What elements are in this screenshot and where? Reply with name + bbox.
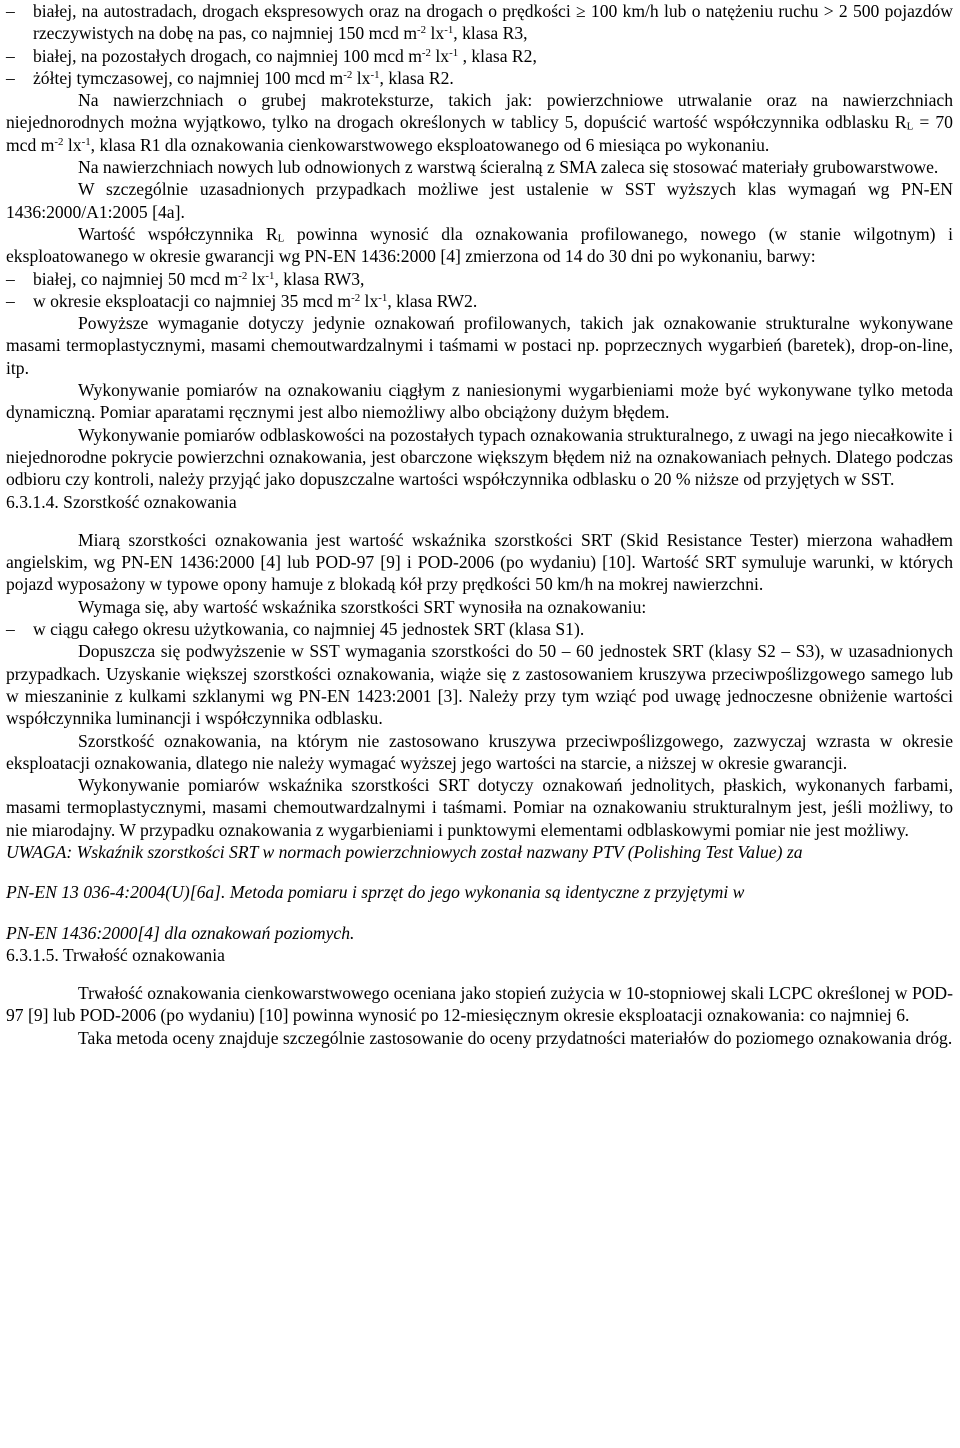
paragraph-antiskid-aggregate: Szorstkość oznakowania, na którym nie zastosowano kruszywa przeciwpoślizgowego, zazwyczaj wzrasta w okresie eksploatacji oznakowania, dlatego nie należy wymagać wyższej jego wartości na starcie, a niższej w okresie gwarancji. bbox=[6, 730, 953, 773]
section-heading-durability: 6.3.1.5. Trwałość oznakowania bbox=[6, 944, 225, 965]
note-line-3: PN-EN 1436:2000[4] dla oznakowań poziomych. bbox=[6, 922, 355, 943]
list-item-srt-service-life: – w ciągu całego okresu użytkowania, co najmniej 45 jednostek SRT (klasa S1). bbox=[6, 619, 585, 640]
paragraph-evaluation-method: Taka metoda oceny znajduje szczególnie zastosowanie do oceny przydatności materiałów do poziomego oznakowania dróg. bbox=[78, 1027, 953, 1048]
dash-bullet: – bbox=[6, 268, 15, 289]
paragraph-other-structural: Wykonywanie pomiarów odblaskowości na pozostałych typach oznakowania strukturalnego, z uwagi na jego niecałkowite i niejednorodne pokrycie powierzchni oznakowania, jest obarczone większym błędem niż na oznakowaniach pełnych. Dlatego podczas odbioru czy kontroli, należy przyjąć jako dopuszczalne wartości współczynnika odblasku o 20 % niższe od przyjętych w SST. bbox=[6, 424, 953, 490]
paragraph-srt-requirement: Wymaga się, aby wartość wskaźnika szorstkości SRT wynosiła na oznakowaniu: bbox=[78, 596, 647, 617]
paragraph-sma: Na nawierzchniach nowych lub odnowionych z warstwą ścieralną z SMA zaleca się stosować materiały grubowarstwowe. bbox=[78, 157, 939, 178]
list-item-service-period: – w okresie eksploatacji co najmniej 35 mcd $m^{-2}$ $lx^{-1}$, klasa RW2. bbox=[6, 290, 478, 311]
note-line-2: PN-EN 13 036-4:2004(U)[6a]. Metoda pomiaru i sprzęt do jego wykonania są identyczne z przyjętymi w bbox=[6, 882, 745, 903]
paragraph-profiled-markings: Powyższe wymaganie dotyczy jedynie oznakowań profilowanych, takich jak oznakowanie strukturalne wykonywane masami termoplastycznymi, masami chemoutwardzalnymi i taśmami w postaci np. poprzecznych wygarbień (baretek), drop-on-line, itp. bbox=[6, 313, 953, 378]
paragraph-srt-measurement: Wykonywanie pomiarów wskaźnika szorstkości SRT dotyczy oznakowań jednolitych, płaskich, wykonanych farbami, masami termoplastycznymi, masami chemoutwardzalnymi i taśmami. Pomiar na oznakowaniu strukturalnym jest, jeśli możliwy, to nie miarodajny. W przypadku oznakowania z wygarbieniami i punktowymi elementami odblaskowymi pomiar nie jest możliwy. bbox=[6, 775, 953, 840]
paragraph-wet-retroreflection: Wartość współczynnika RL powinna wynosić dla oznakowania profilowanego, nowego (w stanie wilgotnym) i eksploatowanego w okresie gwarancji wg PN-EN 1436:2000 [4] zmierzona od 14 do 30 dni po wykonaniu, barwy: bbox=[6, 223, 953, 267]
list-item-white-wet: – białej, co najmniej 50 mcd $m^{-2}$ $lx^{-1}$, klasa RW3, bbox=[6, 268, 365, 289]
dash-bullet: – bbox=[6, 619, 15, 640]
list-item-white-highways: – białej, na autostradach, drogach ekspresowych oraz na drogach o prędkości ≥ 100 km/h lub o natężeniu ruchu > 2 500 pojazdów rzeczywistych na dobę na pas, co najmniej 150 mcd $m^{-2}$ $lx^{-1}$, klasa R3, bbox=[6, 1, 953, 44]
paragraph-sst-classes: W szczególnie uzasadnionych przypadkach możliwe jest ustalenie w SST wyższych klas wymagań wg PN-EN 1436:2000/A1:2005 [4a]. bbox=[6, 179, 953, 222]
paragraph-roughness-increase: Dopuszcza się podwyższenie w SST wymagania szorstkości do 50 – 60 jednostek SRT (klasy S2 – S3), w uzasadnionych przypadkach. Uzyskanie większej szorstkości oznakowania, wiąże się z zastosowaniem kruszywa przeciwpoślizgowego samego lub w mieszaninie z kulkami szklanymi wg PN-EN 1423:2001 [3]. Należy przy tym wziąć pod uwagę jednoczesne obniżenie wartości współczynnika luminancji i współczynnika odblasku. bbox=[6, 641, 953, 729]
section-heading-roughness: 6.3.1.4. Szorstkość oznakowania bbox=[6, 491, 237, 512]
list-item-yellow-temporary: – żółtej tymczasowej, co najmniej 100 mcd $m^{-2}$ $lx^{-1}$, klasa R2. bbox=[6, 67, 454, 88]
paragraph-macrotexture: Na nawierzchniach o grubej makroteksturze, takich jak: powierzchniowe utrwalanie oraz na nawierzchniach niejednorodnych można wyjątkowo, tylko na drogach określonych w tablicy 5, dopuścić wartość współczynnika odblasku RL = 70 mcd $m^{-2}$ $lx^{-1}$, klasa R1 dla oznakowania cienkowarstwowego eksploatowanego od 6 miesiąca po wykonaniu. bbox=[6, 90, 953, 155]
dash-bullet: – bbox=[6, 67, 15, 88]
dash-bullet: – bbox=[6, 1, 15, 21]
note-line-1: UWAGA: Wskaźnik szorstkości SRT w normach powierzchniowych został nazwany PTV (Polishing Test Value) za bbox=[6, 841, 803, 862]
paragraph-durability: Trwałość oznakowania cienkowarstwowego oceniana jako stopień zużycia w 10-stopniowej skali LCPC określonej w POD-97 [9] lub POD-2006 (po wydaniu) [10] powinna wynosić po 12-miesięcznym okresie eksploatacji oznakowania: co najmniej 6. bbox=[6, 983, 953, 1026]
dash-bullet: – bbox=[6, 290, 15, 311]
dash-bullet: – bbox=[6, 45, 15, 66]
greater-equal-symbol: ≥ bbox=[576, 1, 586, 21]
paragraph-continuous-marking: Wykonywanie pomiarów na oznakowaniu ciągłym z naniesionymi wygarbieniami może być wykonywane tylko metoda dynamiczną. Pomiar aparatami ręcznymi jest albo niemożliwy albo obciążony dużym błędem. bbox=[6, 380, 953, 423]
list-item-white-other-roads: – białej, na pozostałych drogach, co najmniej 100 mcd $m^{-2}$ $lx^{-1}$ , klasa R2, bbox=[6, 45, 537, 66]
paragraph-srt-definition: Miarą szorstkości oznakowania jest wartość wskaźnika szorstkości SRT (Skid Resistance Tester) mierzona wahadłem angielskim, wg PN-EN 1436:2000 [4] lub POD-97 [9] i POD-2006 (po wydaniu) [10]. Wartość SRT symuluje warunki, w których pojazd wyposażony w typowe opony hamuje z blokadą kół przy prędkości 50 km/h na mokrej nawierzchni. bbox=[6, 529, 953, 595]
